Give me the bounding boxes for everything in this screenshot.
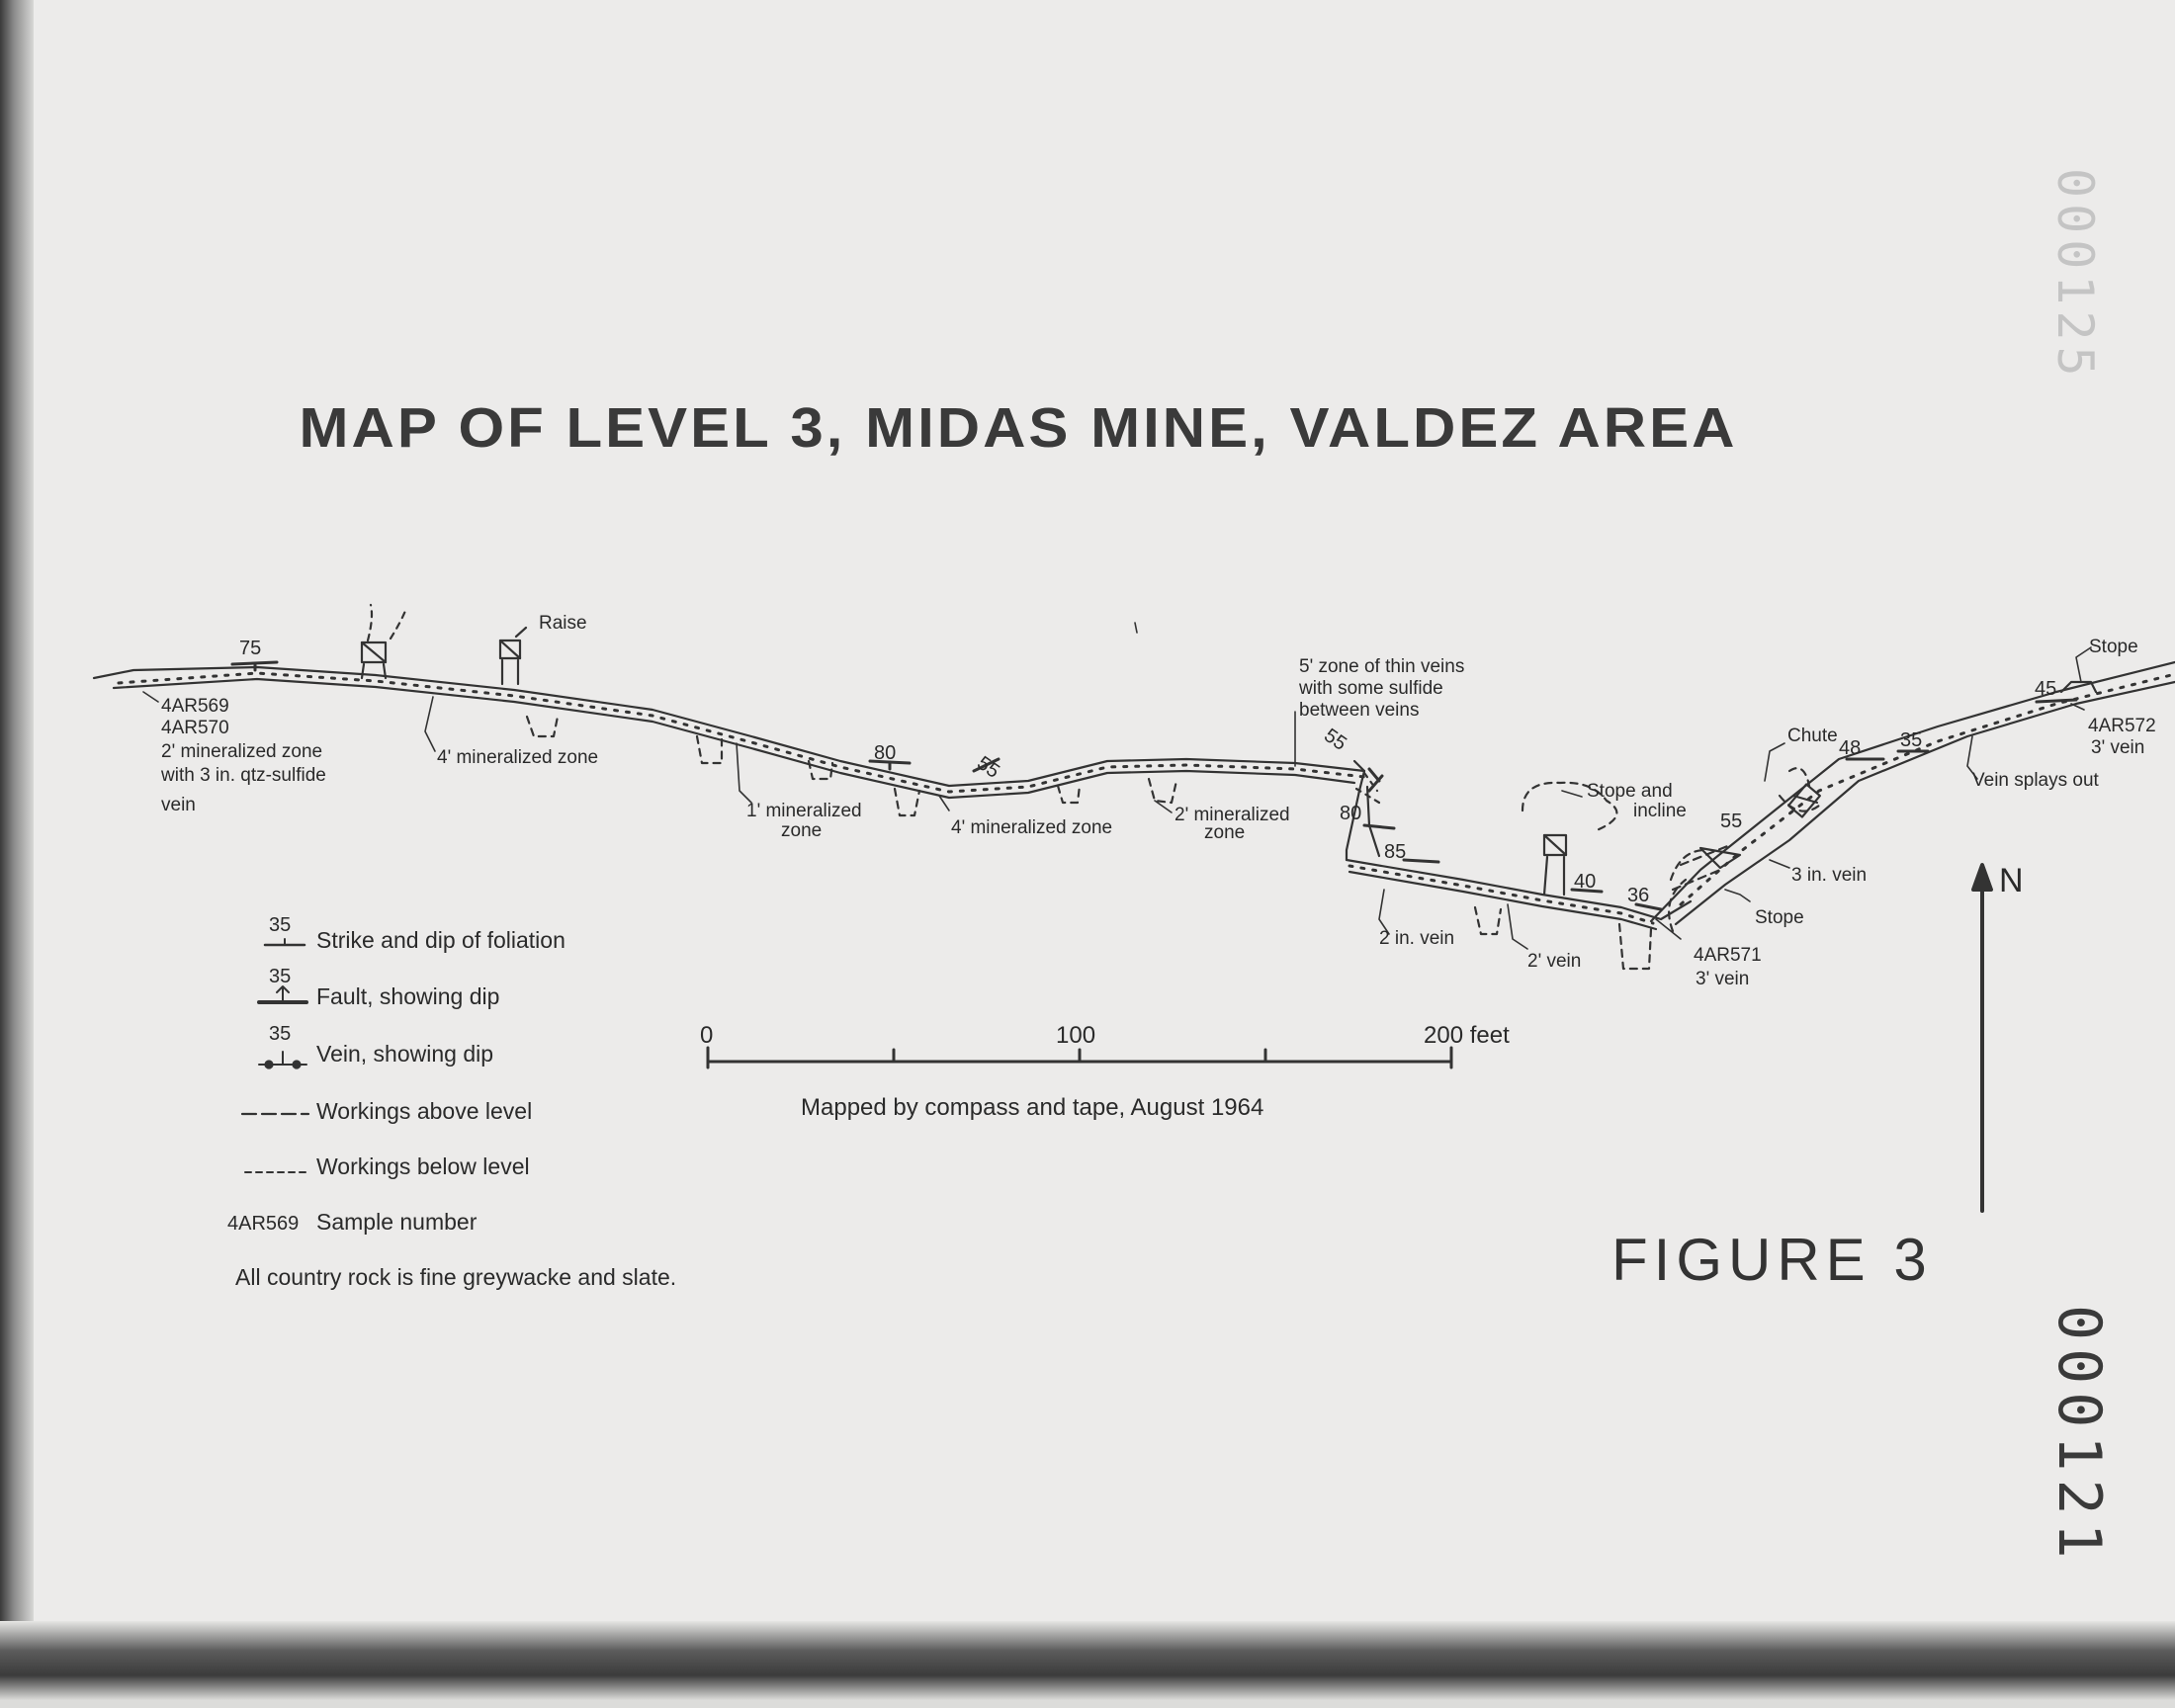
dip-80-mid: 80 bbox=[1340, 803, 1362, 824]
scale-tick-0: 0 bbox=[700, 1022, 714, 1049]
label-thin-veins-1: 5' zone of thin veins bbox=[1299, 656, 1465, 677]
stope-incline bbox=[1544, 835, 1566, 895]
label-thin-veins-3: between veins bbox=[1299, 700, 1420, 721]
label-chute: Chute bbox=[1787, 726, 1838, 746]
label-min-zone-2b-line2: zone bbox=[1204, 822, 1246, 843]
label-min-zone-2-line1: 2' mineralized zone bbox=[161, 741, 323, 762]
figure-label: FIGURE 3 bbox=[1611, 1227, 1933, 1293]
label-min-zone-2-line3: vein bbox=[161, 795, 196, 815]
legend-sample-prefix: 4AR569 bbox=[227, 1213, 300, 1235]
north-label: N bbox=[1999, 862, 2024, 899]
label-vein-splays: Vein splays out bbox=[1972, 770, 2099, 791]
label-3ft-vein-b: 3' vein bbox=[2091, 737, 2145, 758]
label-min-zone-1-line2: zone bbox=[781, 820, 823, 841]
main-drift-east bbox=[1651, 662, 2175, 924]
label-sample-571: 4AR571 bbox=[1694, 945, 1762, 966]
legend-vein: Vein, showing dip bbox=[316, 1041, 494, 1067]
dip-80-west: 80 bbox=[874, 742, 897, 764]
leader-lines bbox=[143, 623, 2091, 949]
label-raise: Raise bbox=[539, 613, 587, 634]
label-2in-vein: 2 in. vein bbox=[1379, 928, 1455, 949]
scale-mapped-by: Mapped by compass and tape, August 1964 bbox=[801, 1094, 1264, 1121]
legend-workings-above: Workings above level bbox=[316, 1098, 533, 1124]
dip-55-east: 55 bbox=[1720, 811, 1743, 832]
dip-48: 48 bbox=[1839, 737, 1862, 759]
raise-west bbox=[362, 605, 405, 678]
label-3ft-vein-a: 3' vein bbox=[1696, 969, 1750, 989]
legend-vein-number: 35 bbox=[269, 1023, 292, 1045]
legend-country-rock: All country rock is fine greywacke and slate. bbox=[235, 1264, 677, 1290]
label-2ft-vein: 2' vein bbox=[1527, 951, 1582, 972]
dip-45: 45 bbox=[2035, 678, 2057, 700]
label-min-zone-1-line1: 1' mineralized bbox=[746, 801, 862, 821]
dip-35: 35 bbox=[1900, 729, 1923, 751]
label-sample-570: 4AR570 bbox=[161, 718, 229, 738]
label-3in-vein: 3 in. vein bbox=[1791, 865, 1868, 886]
scale-tick-100: 100 bbox=[1056, 1022, 1096, 1049]
dip-55-west: 55 bbox=[973, 752, 1003, 783]
legend-fault: Fault, showing dip bbox=[316, 983, 500, 1009]
dip-40: 40 bbox=[1574, 871, 1597, 893]
label-min-zone-2-line2: with 3 in. qtz-sulfide bbox=[161, 765, 326, 786]
label-sample-569: 4AR569 bbox=[161, 696, 229, 717]
scale-tick-200: 200 feet bbox=[1424, 1022, 1510, 1049]
legend-workings-below: Workings below level bbox=[316, 1153, 530, 1179]
legend-foliation: Strike and dip of foliation bbox=[316, 927, 566, 953]
dip-75: 75 bbox=[239, 638, 262, 659]
page-stamp-top: 000125 bbox=[2046, 168, 2104, 383]
label-thin-veins-2: with some sulfide bbox=[1299, 678, 1443, 699]
label-stope-incline-2: incline bbox=[1633, 801, 1687, 821]
workings-below-shapes bbox=[527, 717, 1819, 969]
label-stope-mid: Stope bbox=[1755, 907, 1804, 928]
label-min-zone-2b-line1: 2' mineralized bbox=[1174, 805, 1290, 825]
label-sample-572: 4AR572 bbox=[2088, 716, 2156, 736]
label-min-zone-4b: 4' mineralized zone bbox=[951, 817, 1113, 838]
north-arrow bbox=[1973, 865, 1991, 1211]
legend-fault-number: 35 bbox=[269, 966, 292, 987]
label-stope-top: Stope bbox=[2089, 637, 2138, 657]
label-min-zone-4a: 4' mineralized zone bbox=[437, 747, 599, 768]
label-stope-incline-1: Stope and bbox=[1587, 781, 1673, 802]
page-stamp-bottom: 000121 bbox=[2044, 1305, 2114, 1567]
raise-east bbox=[500, 628, 526, 684]
map-title: MAP OF LEVEL 3, MIDAS MINE, VALDEZ AREA bbox=[299, 395, 1738, 460]
dip-36: 36 bbox=[1627, 885, 1650, 906]
dip-55-mid: 55 bbox=[1320, 725, 1350, 755]
scale-bar bbox=[708, 1048, 1451, 1068]
legend-sample: Sample number bbox=[316, 1209, 478, 1235]
legend-foliation-number: 35 bbox=[269, 914, 292, 936]
dip-85: 85 bbox=[1384, 841, 1407, 863]
